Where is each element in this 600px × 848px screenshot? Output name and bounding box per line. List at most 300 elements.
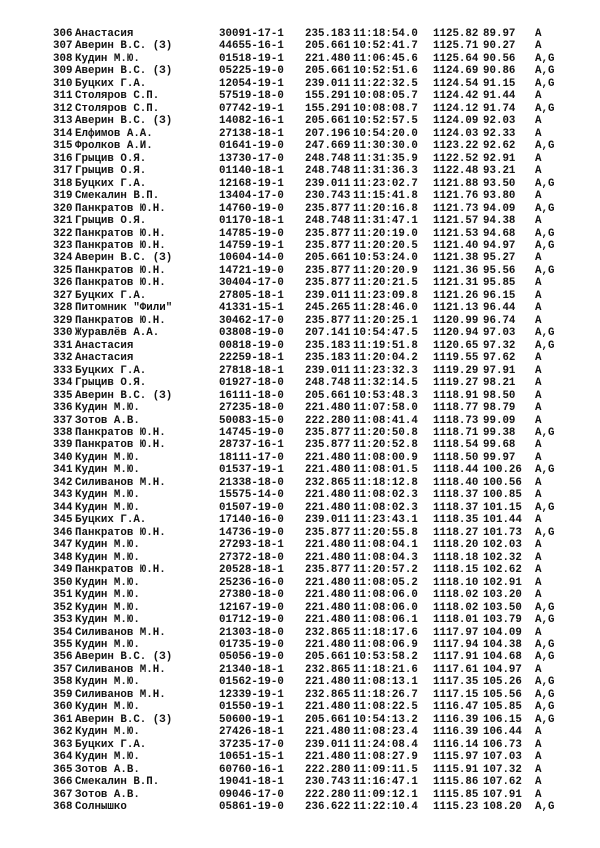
place-number: 319 [53, 190, 73, 203]
flags: A [535, 451, 542, 464]
coefficient: 101.73 [483, 526, 522, 539]
flags: A,G [535, 227, 555, 240]
flags: A [535, 314, 542, 327]
speed: 1118.35 [433, 514, 479, 527]
coefficient: 90.56 [483, 52, 516, 65]
coefficient: 91.15 [483, 77, 516, 90]
ring-number: 01712-19-0 [219, 614, 284, 627]
flags: A [535, 763, 542, 776]
arrival-time: 11:20:04.2 [353, 352, 418, 365]
coefficient: 95.85 [483, 277, 516, 290]
place-number: 315 [53, 140, 73, 153]
fancier-name: Буцких Г.А. [75, 514, 147, 527]
ring-number: 12054-19-1 [219, 77, 284, 90]
flags: A,G [535, 65, 555, 78]
ring-number: 21340-18-1 [219, 663, 284, 676]
distance: 235.183 [305, 28, 351, 40]
ring-number: 57519-18-0 [219, 90, 284, 103]
place-number: 352 [53, 601, 73, 614]
distance: 222.280 [305, 414, 351, 427]
fancier-name: Кудин М.Ю. [75, 489, 140, 502]
place-number: 337 [53, 414, 73, 427]
flags: A,G [535, 601, 555, 614]
speed: 1121.36 [433, 264, 479, 277]
fancier-name: Столяров С.П. [75, 90, 160, 103]
fancier-name: Зотов А.В. [75, 763, 140, 776]
fancier-name: Силиванов М.Н. [75, 476, 166, 489]
fancier-name: Аверин В.С. (З) [75, 252, 173, 265]
place-number: 326 [53, 277, 73, 290]
place-number: 363 [53, 738, 73, 751]
ring-number: 13730-17-0 [219, 152, 284, 165]
speed: 1118.44 [433, 464, 479, 477]
arrival-time: 11:08:04.1 [353, 539, 418, 552]
speed: 1117.61 [433, 663, 479, 676]
coefficient: 106.15 [483, 713, 522, 726]
coefficient: 93.50 [483, 177, 516, 190]
speed: 1119.29 [433, 364, 479, 377]
ring-number: 01562-19-0 [219, 676, 284, 689]
ring-number: 50600-19-1 [219, 713, 284, 726]
flags: A,G [535, 427, 555, 439]
ring-number: 27293-18-1 [219, 539, 284, 552]
ring-number: 01507-19-0 [219, 501, 284, 514]
distance: 221.480 [305, 676, 351, 689]
place-number: 327 [53, 289, 73, 302]
coefficient: 99.09 [483, 414, 516, 427]
speed: 1125.64 [433, 52, 479, 65]
coefficient: 91.44 [483, 90, 516, 103]
ring-number: 27380-18-0 [219, 589, 284, 602]
distance: 205.661 [305, 389, 351, 402]
arrival-time: 11:23:09.8 [353, 289, 418, 302]
fancier-name: Грыцив О.Я. [75, 377, 147, 390]
place-number: 336 [53, 402, 73, 415]
place-number: 322 [53, 227, 73, 240]
place-number: 333 [53, 364, 73, 377]
coefficient: 102.32 [483, 551, 522, 564]
coefficient: 103.20 [483, 589, 522, 602]
flags: A [535, 576, 542, 589]
flags: A [535, 776, 542, 789]
ring-number: 12168-19-1 [219, 177, 284, 190]
fancier-name: Кудин М.Ю. [75, 402, 140, 415]
speed: 1116.39 [433, 713, 479, 726]
arrival-time: 10:53:48.3 [353, 389, 418, 402]
coefficient: 93.80 [483, 190, 516, 203]
coefficient: 97.91 [483, 364, 516, 377]
flags: A [535, 28, 542, 40]
speed: 1121.38 [433, 252, 479, 265]
distance: 221.480 [305, 589, 351, 602]
coefficient: 100.26 [483, 464, 522, 477]
fancier-name: Кудин М.Ю. [75, 726, 140, 739]
fancier-name: Панкратов Ю.Н. [75, 427, 166, 439]
ring-number: 30091-17-1 [219, 28, 284, 40]
ring-number: 10604-14-0 [219, 252, 284, 265]
coefficient: 106.44 [483, 726, 522, 739]
coefficient: 98.79 [483, 402, 516, 415]
flags: A [535, 476, 542, 489]
flags: A,G [535, 501, 555, 514]
coefficient: 104.09 [483, 626, 522, 639]
fancier-name: Аверин В.С. (З) [75, 389, 173, 402]
ring-number: 28737-16-1 [219, 439, 284, 452]
distance: 221.480 [305, 614, 351, 627]
flags: A,G [535, 614, 555, 627]
place-number: 309 [53, 65, 73, 78]
flags: A,G [535, 651, 555, 664]
speed: 1118.01 [433, 614, 479, 627]
ring-number: 25236-16-0 [219, 576, 284, 589]
place-number: 354 [53, 626, 73, 639]
coefficient: 94.38 [483, 215, 516, 228]
arrival-time: 11:23:32.3 [353, 364, 418, 377]
flags: A [535, 514, 542, 527]
speed: 1124.03 [433, 127, 479, 140]
fancier-name: Панкратов Ю.Н. [75, 314, 166, 327]
distance: 232.865 [305, 476, 351, 489]
fancier-name: Елфимов А.А. [75, 127, 153, 140]
arrival-time: 11:23:43.1 [353, 514, 418, 527]
fancier-name: Панкратов Ю.Н. [75, 264, 166, 277]
place-number: 346 [53, 526, 73, 539]
speed: 1124.54 [433, 77, 479, 90]
fancier-name: Кудин М.Ю. [75, 751, 140, 764]
speed: 1118.71 [433, 427, 479, 439]
arrival-time: 11:20:16.8 [353, 202, 418, 215]
coefficient: 102.62 [483, 564, 522, 577]
speed: 1118.91 [433, 389, 479, 402]
flags: A [535, 190, 542, 203]
ring-number: 07742-19-1 [219, 102, 284, 115]
fancier-name: Анастасия [75, 339, 134, 352]
fancier-name: Зотов А.В. [75, 414, 140, 427]
place-number: 344 [53, 501, 73, 514]
fancier-name: Буцких Г.А. [75, 738, 147, 751]
ring-number: 50083-15-0 [219, 414, 284, 427]
arrival-time: 10:52:57.5 [353, 115, 418, 128]
flags: A [535, 90, 542, 103]
place-number: 335 [53, 389, 73, 402]
coefficient: 104.38 [483, 638, 522, 651]
flags: A,G [535, 264, 555, 277]
flags: A [535, 402, 542, 415]
arrival-time: 11:16:47.1 [353, 776, 418, 789]
place-number: 328 [53, 302, 73, 315]
speed: 1116.39 [433, 726, 479, 739]
arrival-time: 11:20:55.8 [353, 526, 418, 539]
distance: 235.877 [305, 227, 351, 240]
flags: A [535, 364, 542, 377]
speed: 1120.65 [433, 339, 479, 352]
distance: 235.877 [305, 239, 351, 252]
speed: 1122.48 [433, 165, 479, 178]
coefficient: 94.09 [483, 202, 516, 215]
arrival-time: 11:19:51.8 [353, 339, 418, 352]
distance: 235.877 [305, 427, 351, 439]
speed: 1124.69 [433, 65, 479, 78]
distance: 236.622 [305, 801, 351, 814]
flags: A [535, 152, 542, 165]
ring-number: 05225-19-0 [219, 65, 284, 78]
distance: 248.748 [305, 215, 351, 228]
ring-number: 19041-18-1 [219, 776, 284, 789]
place-number: 348 [53, 551, 73, 564]
ring-number: 60760-16-1 [219, 763, 284, 776]
coefficient: 104.68 [483, 651, 522, 664]
flags: A [535, 439, 542, 452]
speed: 1116.14 [433, 738, 479, 751]
arrival-time: 11:08:05.2 [353, 576, 418, 589]
fancier-name: Фролков А.И. [75, 140, 153, 153]
fancier-name: Кудин М.Ю. [75, 52, 140, 65]
place-number: 312 [53, 102, 73, 115]
place-number: 367 [53, 788, 73, 801]
distance: 248.748 [305, 165, 351, 178]
flags: A,G [535, 713, 555, 726]
arrival-time: 10:54:20.0 [353, 127, 418, 140]
flags: A,G [535, 688, 555, 701]
flags: A [535, 215, 542, 228]
place-number: 351 [53, 589, 73, 602]
arrival-time: 11:20:25.1 [353, 314, 418, 327]
fancier-name: Зотов А.В. [75, 788, 140, 801]
distance: 235.183 [305, 339, 351, 352]
flags: A,G [535, 339, 555, 352]
flags: A [535, 551, 542, 564]
flags: A [535, 626, 542, 639]
fancier-name: Смекалин В.П. [75, 190, 160, 203]
fancier-name: Аверин В.С. (З) [75, 651, 173, 664]
ring-number: 18111-17-0 [219, 451, 284, 464]
ring-number: 01735-19-0 [219, 638, 284, 651]
fancier-name: Аверин В.С. (З) [75, 115, 173, 128]
ring-number: 01641-19-0 [219, 140, 284, 153]
ring-number: 14721-19-0 [219, 264, 284, 277]
distance: 221.480 [305, 576, 351, 589]
speed: 1118.40 [433, 476, 479, 489]
coefficient: 101.44 [483, 514, 522, 527]
speed: 1118.50 [433, 451, 479, 464]
arrival-time: 11:22:10.4 [353, 801, 418, 814]
distance: 221.480 [305, 489, 351, 502]
distance: 221.480 [305, 501, 351, 514]
ring-number: 00818-19-0 [219, 339, 284, 352]
coefficient: 98.50 [483, 389, 516, 402]
arrival-time: 11:08:06.9 [353, 638, 418, 651]
fancier-name: Анастасия [75, 28, 134, 40]
coefficient: 97.62 [483, 352, 516, 365]
arrival-time: 11:23:02.7 [353, 177, 418, 190]
distance: 155.291 [305, 90, 351, 103]
fancier-name: Журавлёв А.А. [75, 327, 160, 340]
flags: A [535, 127, 542, 140]
arrival-time: 10:53:24.0 [353, 252, 418, 265]
coefficient: 107.32 [483, 763, 522, 776]
coefficient: 93.21 [483, 165, 516, 178]
speed: 1125.82 [433, 28, 479, 40]
distance: 235.183 [305, 352, 351, 365]
flags: A [535, 663, 542, 676]
ring-number: 03808-19-0 [219, 327, 284, 340]
arrival-time: 11:20:19.0 [353, 227, 418, 240]
flags: A [535, 40, 542, 53]
coefficient: 107.03 [483, 751, 522, 764]
fancier-name: Силиванов М.Н. [75, 663, 166, 676]
speed: 1121.31 [433, 277, 479, 290]
coefficient: 102.91 [483, 576, 522, 589]
place-number: 360 [53, 701, 73, 714]
arrival-time: 11:20:52.8 [353, 439, 418, 452]
place-number: 310 [53, 77, 73, 90]
distance: 235.877 [305, 202, 351, 215]
fancier-name: Панкратов Ю.Н. [75, 526, 166, 539]
distance: 230.743 [305, 776, 351, 789]
ring-number: 17140-16-0 [219, 514, 284, 527]
ring-number: 12167-19-0 [219, 601, 284, 614]
speed: 1118.37 [433, 489, 479, 502]
ring-number: 27235-18-0 [219, 402, 284, 415]
arrival-time: 10:52:41.7 [353, 40, 418, 53]
place-number: 362 [53, 726, 73, 739]
speed: 1121.57 [433, 215, 479, 228]
fancier-name: Питомник "Фили" [75, 302, 173, 315]
flags: A [535, 352, 542, 365]
speed: 1118.73 [433, 414, 479, 427]
place-number: 358 [53, 676, 73, 689]
ring-number: 14759-19-1 [219, 239, 284, 252]
fancier-name: Аверин В.С. (З) [75, 40, 173, 53]
place-number: 334 [53, 377, 73, 390]
fancier-name: Смекалин В.П. [75, 776, 160, 789]
place-number: 320 [53, 202, 73, 215]
distance: 221.480 [305, 464, 351, 477]
coefficient: 90.86 [483, 65, 516, 78]
distance: 232.865 [305, 626, 351, 639]
arrival-time: 11:31:36.3 [353, 165, 418, 178]
coefficient: 96.44 [483, 302, 516, 315]
place-number: 366 [53, 776, 73, 789]
ring-number: 14745-19-0 [219, 427, 284, 439]
coefficient: 100.85 [483, 489, 522, 502]
flags: A,G [535, 52, 555, 65]
arrival-time: 11:18:54.0 [353, 28, 418, 40]
coefficient: 91.74 [483, 102, 516, 115]
fancier-name: Кудин М.Ю. [75, 501, 140, 514]
coefficient: 99.97 [483, 451, 516, 464]
fancier-name: Грыцив О.Я. [75, 152, 147, 165]
fancier-name: Буцких Г.А. [75, 177, 147, 190]
arrival-time: 11:07:58.0 [353, 402, 418, 415]
ring-number: 14760-19-0 [219, 202, 284, 215]
flags: A,G [535, 464, 555, 477]
distance: 155.291 [305, 102, 351, 115]
flags: A [535, 414, 542, 427]
flags: A [535, 788, 542, 801]
place-number: 343 [53, 489, 73, 502]
speed: 1117.97 [433, 626, 479, 639]
speed: 1121.26 [433, 289, 479, 302]
speed: 1121.40 [433, 239, 479, 252]
fancier-name: Кудин М.Ю. [75, 701, 140, 714]
distance: 235.877 [305, 314, 351, 327]
coefficient: 106.73 [483, 738, 522, 751]
fancier-name: Панкратов Ю.Н. [75, 564, 166, 577]
coefficient: 89.97 [483, 28, 516, 40]
arrival-time: 11:24:08.4 [353, 738, 418, 751]
place-number: 329 [53, 314, 73, 327]
arrival-time: 11:18:21.6 [353, 663, 418, 676]
arrival-time: 11:09:12.1 [353, 788, 418, 801]
arrival-time: 10:08:08.7 [353, 102, 418, 115]
place-number: 342 [53, 476, 73, 489]
arrival-time: 11:08:41.4 [353, 414, 418, 427]
place-number: 311 [53, 90, 73, 103]
place-number: 355 [53, 638, 73, 651]
distance: 239.011 [305, 77, 351, 90]
speed: 1124.12 [433, 102, 479, 115]
fancier-name: Кудин М.Ю. [75, 464, 140, 477]
speed: 1123.22 [433, 140, 479, 153]
arrival-time: 10:54:13.2 [353, 713, 418, 726]
arrival-time: 11:15:41.8 [353, 190, 418, 203]
place-number: 339 [53, 439, 73, 452]
ring-number: 22259-18-1 [219, 352, 284, 365]
arrival-time: 11:18:12.8 [353, 476, 418, 489]
ring-number: 10651-15-1 [219, 751, 284, 764]
place-number: 318 [53, 177, 73, 190]
arrival-time: 10:52:51.6 [353, 65, 418, 78]
arrival-time: 11:20:57.2 [353, 564, 418, 577]
flags: A,G [535, 239, 555, 252]
distance: 222.280 [305, 763, 351, 776]
arrival-time: 11:08:13.1 [353, 676, 418, 689]
distance: 205.661 [305, 651, 351, 664]
speed: 1125.71 [433, 40, 479, 53]
speed: 1120.94 [433, 327, 479, 340]
distance: 221.480 [305, 451, 351, 464]
speed: 1118.37 [433, 501, 479, 514]
speed: 1119.55 [433, 352, 479, 365]
flags: A [535, 489, 542, 502]
arrival-time: 11:28:46.0 [353, 302, 418, 315]
ring-number: 13404-17-0 [219, 190, 284, 203]
coefficient: 94.97 [483, 239, 516, 252]
ring-number: 30404-17-0 [219, 277, 284, 290]
place-number: 364 [53, 751, 73, 764]
ring-number: 27818-18-1 [219, 364, 284, 377]
place-number: 313 [53, 115, 73, 128]
place-number: 331 [53, 339, 73, 352]
speed: 1116.47 [433, 701, 479, 714]
place-number: 306 [53, 28, 73, 40]
distance: 205.661 [305, 40, 351, 53]
flags: A,G [535, 526, 555, 539]
speed: 1115.23 [433, 801, 479, 814]
speed: 1118.15 [433, 564, 479, 577]
arrival-time: 11:08:06.0 [353, 589, 418, 602]
distance: 239.011 [305, 289, 351, 302]
arrival-time: 10:53:58.2 [353, 651, 418, 664]
distance: 230.743 [305, 190, 351, 203]
distance: 235.877 [305, 526, 351, 539]
coefficient: 100.56 [483, 476, 522, 489]
ring-number: 20528-18-1 [219, 564, 284, 577]
fancier-name: Кудин М.Ю. [75, 589, 140, 602]
arrival-time: 10:08:05.7 [353, 90, 418, 103]
distance: 235.877 [305, 564, 351, 577]
